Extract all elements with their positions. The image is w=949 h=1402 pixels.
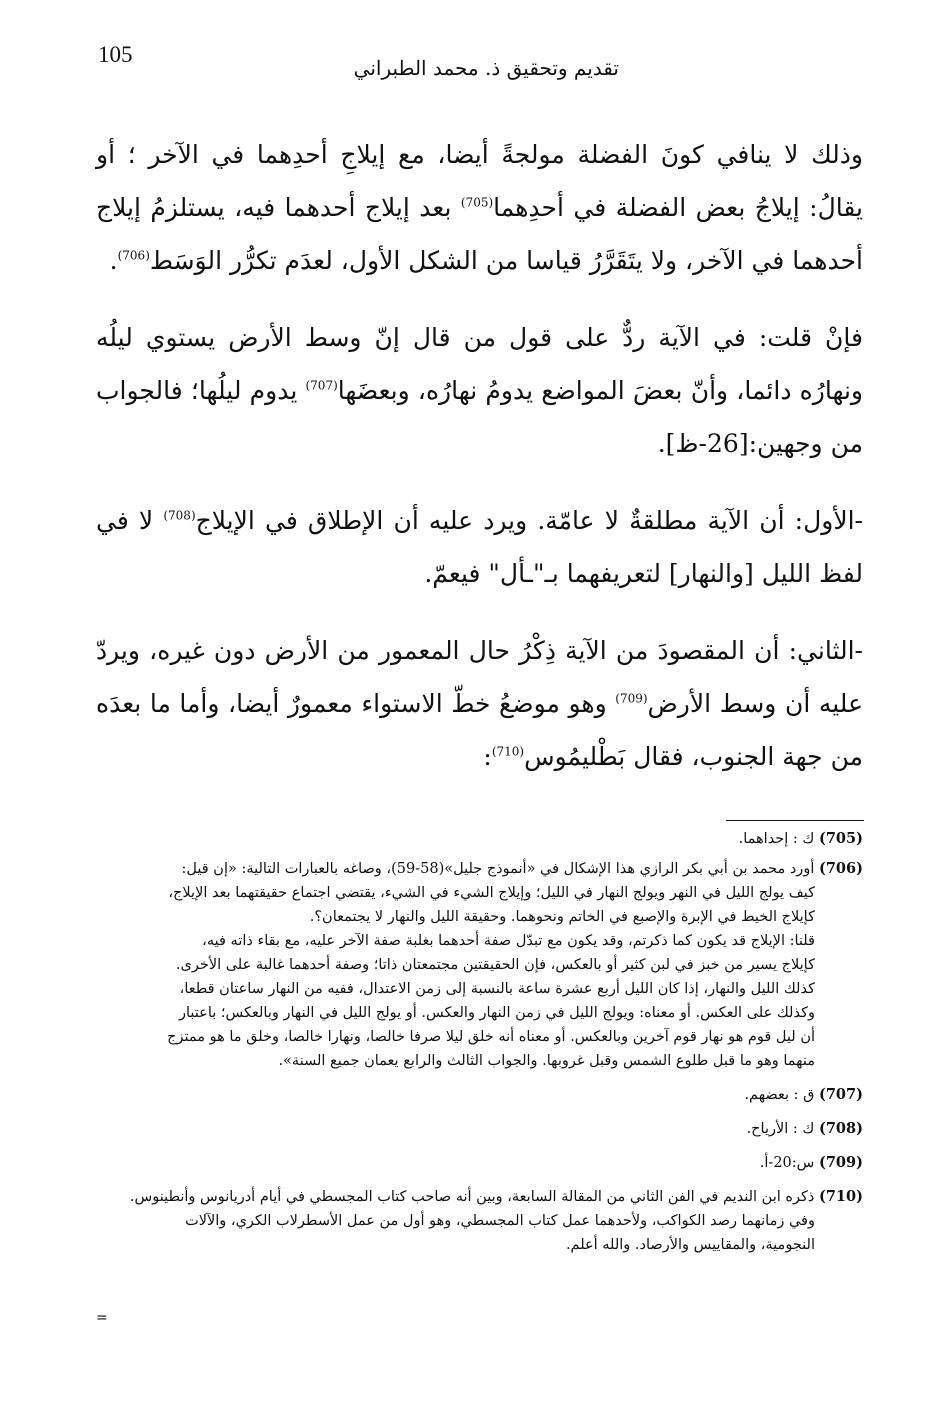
footnote-text: أورد محمد بن أبي بكر الرازي هذا الإشكال في «أنموذج جليل»(58-59)، وصاغه بالعبارات التالية: «إن قيل:: [181, 861, 815, 877]
footnote-line: قلنا: الإيلاج قد يكون كما ذكرتم، وقد يكون مع تبدّل صفة أحدهما بغلبة صفة الآخر عليه، مع بقاء ذاته فيه،: [202, 933, 815, 949]
footnote-line: وفي زمانهما رصد الكواكب، ولأحدهما عمل كتاب المجسطي، وهو أول من عمل الأسطرلاب الكري، والآلات: [185, 1213, 815, 1229]
paragraph-1-text-c: .: [109, 246, 118, 275]
footnote-ref-708[interactable]: (708): [163, 508, 196, 523]
footnote-number: (708): [818, 1120, 863, 1137]
paragraph-1-text-a: وذلك لا ينافي كونَ الفضلة مولجةً أيضا، مع إيلاجِ أحدِهما في الآخر ؛ أو يقالُ: إيلاجُ بعض الفضلة في أحدِهما: [96, 140, 863, 222]
paragraph-4-text-a: -الثاني: أن المقصودَ من الآية ذِكْرُ حال المعمور من الأرض دون غيره، ويردّ عليه أن وسط الأرض: [96, 636, 863, 718]
footnote-709: [96, 1151, 863, 1175]
continuation-mark: =: [96, 1310, 108, 1326]
paragraph-1-text-b: بعد إيلاج أحدهما فيه، يستلزمُ إيلاج أحدهما في الآخر، ولا يتَقَرَّرُ قياسا من الشكل الأول، لعدَم تكرُّر الوَسَط: [96, 193, 863, 275]
paragraph-2-text-b: يدوم ليلُها؛ فالجواب من وجهين:[26-ظ].: [96, 376, 863, 458]
running-header: تقديم وتحقيق ذ. محمد الطبراني: [353, 56, 619, 80]
footnote-number: (707): [818, 1086, 863, 1103]
paragraph-2-text-a: فإنْ قلت: في الآية ردٌّ على قول من قال إنّ وسط الأرض يستوي ليلُه ونهارُه دائما، وأنّ بعضَ المواضع يدومُ نهارُه، وبعضَها: [96, 323, 863, 405]
footnote-line: النجومية، والمقاييس والأرصاد. والله أعلم.: [565, 1237, 815, 1253]
paragraph-4: [96, 624, 863, 783]
paragraph-4-text-c: :: [483, 742, 492, 771]
footnote-line: كإيلاج يسير من خبز في لبن كثير أو بالعكس، فإن الحقيقتين مجتمعتان ذاتا؛ وصفة أحدهما غالبة على الأخرى.: [175, 957, 815, 973]
paragraph-2: [96, 311, 863, 470]
footnote-text: ق : بعضهم.: [744, 1087, 815, 1103]
paragraph-3-text-a: -الأول: أن الآية مطلقةٌ لا عامّة. ويرد عليه أن الإطلاق في الإيلاج: [195, 506, 863, 535]
paragraph-3: [96, 494, 863, 600]
footnote-line: كذلك الليل والنهار، إذا كان الليل أربع عشرة ساعة بالنسبة إلى زمن الاعتدال، ففيه من النهار ساعتان قطعا،: [179, 981, 815, 997]
footnote-707: [96, 1083, 863, 1107]
footnote-text: ك : الأرياح.: [746, 1121, 815, 1137]
footnote-ref-707[interactable]: (707): [305, 378, 338, 393]
footnote-text: ذكره ابن النديم في الفن الثاني من المقالة السابعة، وبين أنه صاحب كتاب المجسطي في أيام أدريانوس وأنطينوس.: [129, 1189, 815, 1205]
footnote-number: (706): [818, 860, 863, 877]
footnote-706: [96, 857, 863, 1073]
footnote-ref-705[interactable]: (705): [460, 195, 494, 210]
footnote-text: س:20-أ.: [759, 1155, 815, 1171]
footnote-line: كيف يولج الليل في النهر ويولج النهار في الليل؛ وإيلاج الشيء في الشيء، يقتضي اجتماع حقيقتهما بعد الإيلاج،: [168, 885, 815, 901]
footnote-number: (709): [818, 1154, 863, 1171]
page-number: 105: [98, 42, 133, 67]
footnote-separator: [726, 820, 864, 821]
footnote-text: ك : إحداهما.: [738, 831, 815, 847]
footnote-ref-709[interactable]: (709): [615, 691, 648, 706]
paragraph-1: [96, 128, 863, 287]
footnote-line: كإيلاج الخيط في الإبرة والإصبع في الخاتم ونحوهما. وحقيقة الليل والنهار لا يجتمعان؟.: [309, 909, 815, 925]
footnote-708: [96, 1117, 863, 1141]
footnote-line: أن ليل قوم هو نهار قوم آخرين وبالعكس. أو معناه أنه خلق ليلا صرفا خالصا، ونهارا خالصا، وخلق ما هو ممتزج: [167, 1029, 815, 1045]
footnote-ref-710[interactable]: (710): [491, 744, 525, 759]
paragraph-3-text-b: لا في لفظ الليل [والنهار] لتعريفهما بـ"ـأل" فيعمّ.: [96, 506, 863, 588]
footnote-number: (710): [818, 1188, 863, 1205]
footnote-710: [96, 1185, 863, 1257]
footnotes: [96, 827, 863, 1257]
footnote-line: وكذلك على العكس. أو معناه: ويولج الليل في زمن النهار والعكس. أو يولج الليل في النهار وبالعكس؛ باعتبار: [179, 1005, 815, 1021]
footnote-line: منهما وهو ما قبل طلوع الشمس وقبل غروبها. والجواب الثالث والرابع يعمان جميع السنة».: [278, 1053, 815, 1069]
footnote-number: (705): [818, 830, 863, 847]
footnote-705: [96, 827, 863, 851]
footnote-ref-706[interactable]: (706): [117, 248, 150, 263]
paragraph-4-text-b: وهو موضعُ خطّ الاستواء معمورٌ أيضا، وأما ما بعدَه من جهة الجنوب، فقال بَطْليمُوس: [96, 689, 863, 771]
